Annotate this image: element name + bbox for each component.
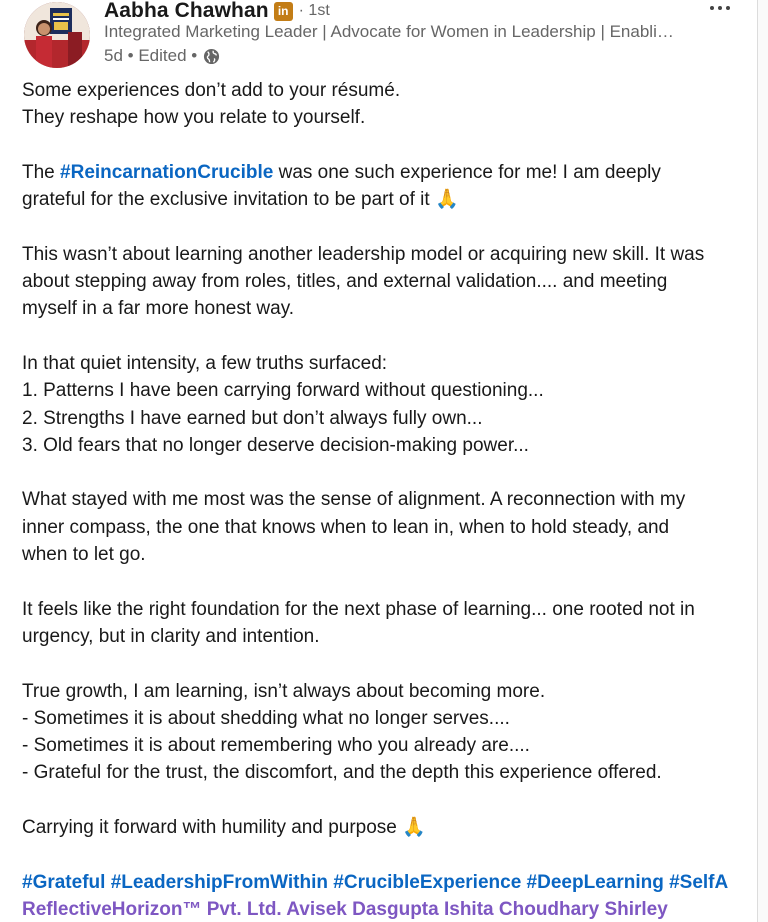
meta-separator: • xyxy=(122,46,139,65)
scrollbar[interactable] xyxy=(758,0,768,922)
post-text-line: This wasn’t about learning another leadership model or acquiring new skill. It was xyxy=(22,243,705,265)
globe-icon xyxy=(203,48,220,65)
more-options-icon[interactable] xyxy=(700,0,740,18)
post-header xyxy=(0,0,757,70)
avatar-photo xyxy=(24,2,90,68)
hashtag-link[interactable]: #DeepLearning xyxy=(526,871,664,893)
post-text-line: What stayed with me most was the sense of alignment. A reconnection with my xyxy=(22,489,686,511)
text-fragment: was one such experience for me! I am deeply xyxy=(273,161,661,183)
post-text-line: In that quiet intensity, a few truths surfaced: xyxy=(22,352,388,374)
list-item: 2. Strengths I have earned but don’t always fully own... xyxy=(22,407,483,429)
paragraph-gap xyxy=(22,568,752,595)
post-text-line: True growth, I am learning, isn’t always about becoming more. xyxy=(22,680,546,702)
list-item: 3. Old fears that no longer deserve decision-making power... xyxy=(22,434,529,456)
paragraph-gap xyxy=(22,650,752,677)
mentions-line xyxy=(22,896,737,922)
post-text-line: grateful for the exclusive invitation to be part of it 🙏 xyxy=(22,189,459,211)
hashtag-link[interactable]: #Grateful xyxy=(22,871,106,893)
mention-link[interactable]: Shirley xyxy=(604,898,668,920)
post-text-line: urgency, but in clarity and intention. xyxy=(22,625,320,647)
avatar[interactable] xyxy=(24,2,90,68)
linkedin-badge-icon: in xyxy=(274,2,293,21)
post-text-line xyxy=(22,159,752,186)
post-text-line: when to let go. xyxy=(22,544,146,566)
edited-label: Edited xyxy=(138,46,187,65)
hashtag-link[interactable]: #ReincarnationCrucible xyxy=(60,161,274,183)
hashtag-link[interactable]: #SelfA xyxy=(669,871,729,893)
paragraph-gap xyxy=(22,213,752,240)
post-text-line: It feels like the right foundation for the next phase of learning... one rooted not in xyxy=(22,598,695,620)
list-item: - Sometimes it is about shedding what no longer serves.... xyxy=(22,707,510,729)
post-text-line: myself in a far more honest way. xyxy=(22,298,295,320)
connection-degree: · 1st xyxy=(298,2,330,19)
hashtag-link[interactable]: #CrucibleExperience xyxy=(333,871,522,893)
post-meta xyxy=(104,44,220,68)
post-text-line: inner compass, the one that knows when to lean in, when to hold steady, and xyxy=(22,516,670,538)
author-name[interactable]: Aabha Chawhan xyxy=(104,0,269,22)
list-item: 1. Patterns I have been carrying forward without questioning... xyxy=(22,380,544,402)
author-headline: Integrated Marketing Leader | Advocate for Women in Leadership | Enabli… xyxy=(104,22,674,41)
post-body xyxy=(22,77,752,922)
post-text-line: They reshape how you relate to yourself. xyxy=(22,107,366,129)
paragraph-gap xyxy=(22,132,752,159)
list-item: - Grateful for the trust, the discomfort, and the depth this experience offered. xyxy=(22,762,662,784)
paragraph-gap xyxy=(22,841,752,868)
hashtag-link[interactable]: #LeadershipFromWithin xyxy=(110,871,328,893)
mention-link[interactable]: Avisek Dasgupta xyxy=(286,898,439,920)
post-text-line: about stepping away from roles, titles, and external validation.... and meeting xyxy=(22,271,668,293)
post-text-line: Some experiences don’t add to your résumé. xyxy=(22,80,401,101)
text-fragment: The xyxy=(22,161,61,183)
post-time: 5d xyxy=(104,46,123,65)
paragraph-gap xyxy=(22,787,752,814)
mention-link[interactable]: Ishita Choudhary xyxy=(443,898,600,920)
post-text-line: Carrying it forward with humility and purpose 🙏 xyxy=(22,817,426,839)
list-item: - Sometimes it is about remembering who you already are.... xyxy=(22,735,530,757)
paragraph-gap xyxy=(22,459,752,486)
paragraph-gap xyxy=(22,323,752,350)
meta-separator: • xyxy=(186,46,198,65)
hashtags-line xyxy=(22,869,737,896)
mention-link[interactable]: ReflectiveHorizon™ Pvt. Ltd. xyxy=(22,898,282,920)
